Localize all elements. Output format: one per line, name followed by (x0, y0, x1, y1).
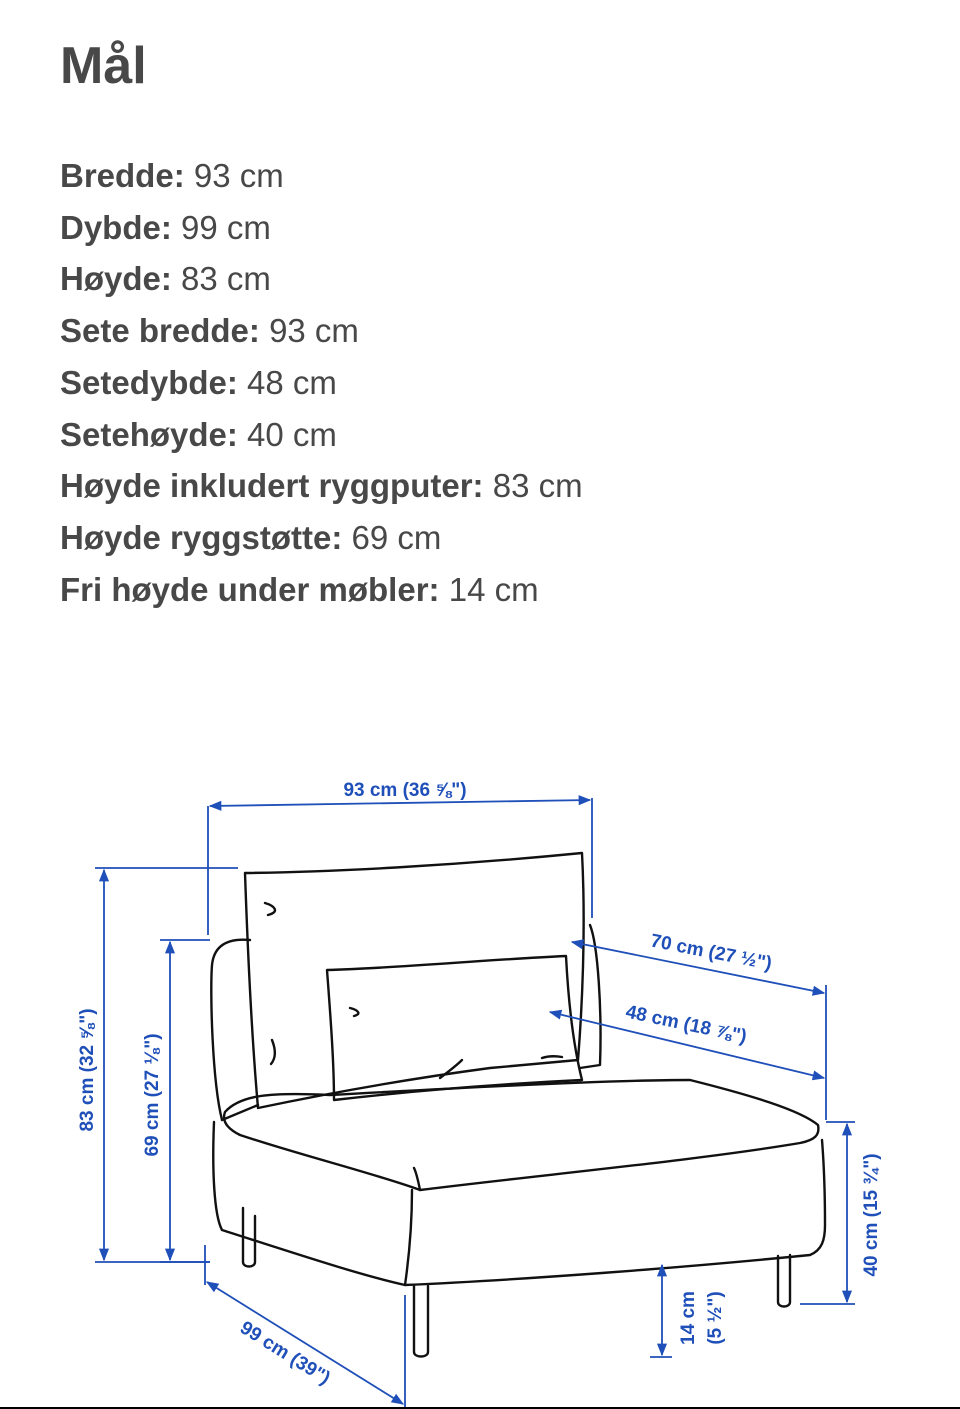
dim-seat-depth-label: 48 cm (18 ⅞") (623, 1001, 749, 1048)
spec-label: Høyde ryggstøtte: (60, 518, 343, 556)
leg-right (778, 1255, 790, 1307)
spec-value: 14 cm (448, 570, 539, 608)
spec-height (60, 253, 583, 305)
leg-front (414, 1286, 428, 1357)
seat-base (213, 1122, 825, 1285)
spec-seat-height (60, 409, 583, 461)
spec-label: Fri høyde under møbler: (60, 570, 440, 608)
dim-depth-label: 99 cm (39") (236, 1317, 334, 1390)
spec-value: 40 cm (247, 415, 337, 453)
spec-value: 99 cm (181, 208, 271, 246)
spec-width (60, 150, 583, 202)
spec-clearance (60, 564, 583, 616)
spec-depth (60, 202, 583, 254)
spec-value: 69 cm (351, 518, 442, 556)
armchair-dimension-diagram (0, 740, 960, 1409)
spec-value: 83 cm (492, 467, 583, 505)
spec-seat-width (60, 305, 583, 357)
dimension-lines (95, 798, 855, 1408)
dim-clearance-label: 14 cm (678, 1291, 699, 1345)
dim-clearance-inch-label: (5 ½") (705, 1291, 726, 1345)
dim-width-label: 93 cm (36 ⅝") (343, 780, 467, 801)
spec-label: Setedybde: (60, 363, 238, 401)
spec-label: Dybde: (60, 208, 172, 246)
page-title: Mål (60, 37, 147, 95)
spec-value: 93 cm (193, 157, 284, 194)
spec-label: Setehøyde: (60, 415, 238, 453)
back-cushion (245, 853, 584, 1108)
spec-value: 93 cm (269, 312, 359, 350)
dim-seat-height-label: 40 cm (15 ¾") (861, 1153, 882, 1277)
dim-total-height-label: 83 cm (32 ⅝") (77, 1008, 98, 1132)
dim-back-depth-label: 70 cm (27 ½") (648, 930, 774, 975)
lumbar-pillow (327, 956, 582, 1100)
spec-value: 83 cm (181, 260, 271, 298)
spec-height-incl-cushions (60, 460, 583, 512)
spec-seat-depth (60, 357, 583, 409)
spec-label: Sete bredde: (60, 312, 260, 350)
armchair-drawing (211, 853, 825, 1357)
dimension-list (60, 150, 583, 615)
dim-backrest-height-label: 69 cm (27 ⅛") (142, 1033, 163, 1157)
spec-label: Høyde inkludert ryggputer: (60, 467, 484, 505)
spec-label: Høyde: (60, 260, 172, 298)
spec-label: Bredde: (60, 157, 185, 194)
spec-value: 48 cm (247, 363, 337, 401)
spec-backrest-height (60, 512, 583, 564)
